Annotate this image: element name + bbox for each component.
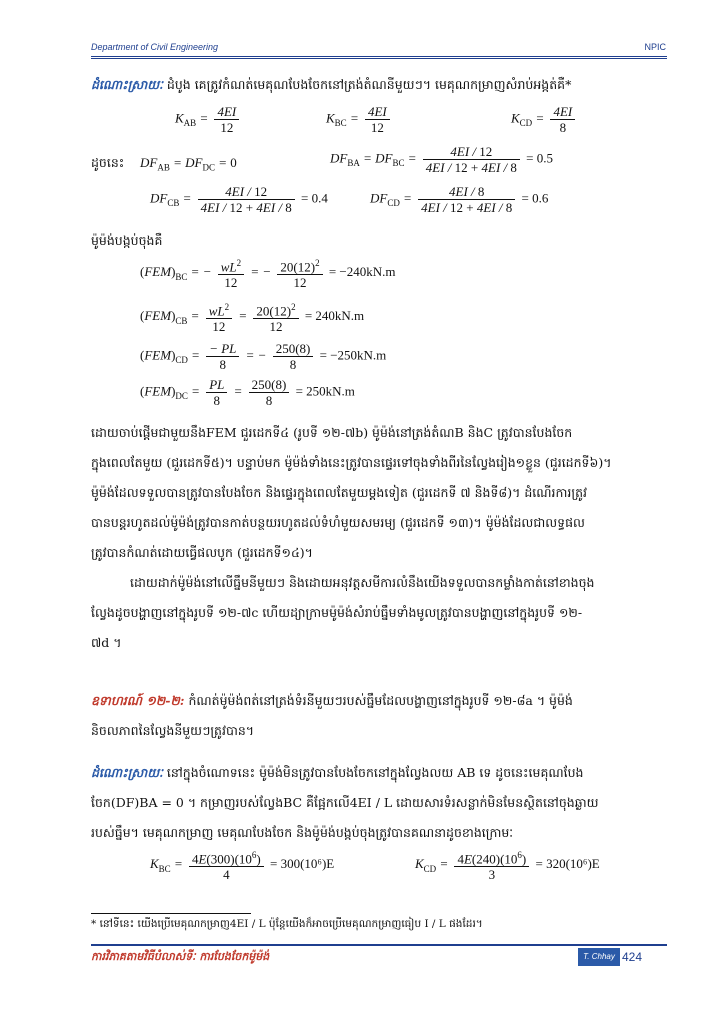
paragraph-1-line-4: បានបន្តរហូតដល់ម៉ូម៉ង់ត្រូវបានកាត់បន្ថយរហូតដល់ទំហំមួយសមរម្យ (ជួរដេកទី ១៣)។ ម៉ូម៉ង់ដែលជាលទ្ធផល [91, 515, 585, 530]
df-cd-result: = 0.6 [521, 190, 549, 206]
paragraph-2-line-1: ដោយដាក់ម៉ូម៉ង់នៅលើធ្នឹមនីមួយៗ និងដោយអនុវត្តសមីការលំនឹងយើងទទួលបានកម្លាំងកាត់នៅខាងចុង [130, 575, 595, 590]
paragraph-1-line-3: ម៉ូម៉ង់ដែលទទួលបានត្រូវបានបែងចែក និងផ្ទេរក្នុងពេលតែមួយម្ដងទៀត (ជួរដេកទី ៧ និងទី៨)។ ដំណើរការត្រូវ [91, 485, 587, 500]
paragraph-1-line-1: ដោយចាប់ផ្ដើមជាមួយនឹងFEM ជួរដេកទី៤ (រូបទី ១២-៧b) ម៉ូម៉ង់នៅត្រង់តំណB និងC ត្រូវបានបែងចែក [91, 425, 573, 440]
k-bc-stiffness-equation: $K_{BC}$ = $\frac{4E(300)(10^6)}{4}$ = 300(10⁶)E [150, 850, 335, 883]
example-heading: ឧទាហរណ៍ ១២-២: [91, 693, 185, 708]
solution-2-text-1: នៅក្នុងចំណោទនេះ ម៉ូម៉ង់មិនត្រូវបានបែងចែកនៅក្នុងល្វែងលយ AB ទេ ដូចនេះមេគុណបែង [166, 765, 584, 780]
paragraph-1-line-5: ត្រូវបានកំណត់ដោយធ្វើផលបូក (ជួរដេកទី១៤)។ [91, 545, 313, 560]
fem-cb-equation: $(FEM)_{CB}$ = $\frac{wL^2}{12}$ = $\frac{20(12)^2}{12}$ = 240kN.m [140, 302, 365, 335]
example-line-1 [91, 688, 671, 713]
header-institution: NPIC [644, 42, 666, 52]
fem-dc-equation: $(FEM)_{DC}$ = $\frac{PL}{8}$ = $\frac{250(8)}{8}$ = 250kN.m [140, 377, 355, 408]
footnote: * នៅទីនេះ យើងប្រើមេគុណកម្រាញ4EI / L ប៉ុន្តែយើងក៏អាចប្រើមេគុណកម្រាញធៀប I / L ផងដែរ។ [91, 918, 483, 930]
page-number: 424 [622, 950, 643, 964]
df-cb-equation: $DF_{CB}$ = $\frac{4EI / 12}{4EI / 12 + 4EI / 8}$ = 0.4 [150, 184, 328, 215]
solution-intro-text: ដំបូង គេត្រូវកំណត់មេគុណបែងចែកនៅត្រង់តំណនីមួយៗ។ មេគុណកម្រាញសំរាប់អង្កត់គឺ* [166, 77, 572, 92]
example-text-1: កំណត់ម៉ូម៉ង់ពត់នៅត្រង់ទំរនីមួយៗរបស់ធ្នឹមដែលបង្ហាញនៅក្នុងរូបទី ១២-៨a ។ ម៉ូម៉ង់ [188, 693, 573, 708]
solution-intro [91, 72, 671, 97]
solution-2-heading: ដំណោះស្រាយៈ [91, 765, 163, 780]
solution-2-line-3: របស់ធ្នឹម។ មេគុណកម្រាញ មេគុណបែងចែក និងម៉ូម៉ង់បង្កប់ចុងត្រូវបានគណនាដូចខាងក្រោមៈ [91, 825, 514, 840]
df-ab-dc-equation: $DF_{AB} = DF_{DC} = 0$ [140, 155, 237, 173]
k-bc-equation: $K_{BC}$ = $\frac{4EI}{12}$ [326, 104, 393, 135]
solution-heading: ដំណោះស្រាយៈ [91, 77, 163, 92]
fem-cd-result: = −250kN.m [319, 347, 387, 363]
solution-2-line-2: ចែក(DF)BA = 0 ។ កម្រាញរបស់ល្វែងBC គឺផ្អែកលើ4EI / L ដោយសារទំរសន្លាក់មិនមែនស្ថិតនៅចុងឆ្ងាយ [91, 795, 599, 810]
paragraph-2-line-3: ៧d ។ [91, 635, 122, 650]
fem-dc-result: = 250kN.m [295, 383, 355, 399]
footer-author: T. Chhay [578, 948, 620, 966]
fem-intro: ម៉ូម៉ង់បង្កប់ចុងគឺ [91, 233, 163, 248]
footer-title: ការវិភាគតាមវិធីបំលាស់ទីៈ ការបែងចែកម៉ូម៉ង់ [91, 950, 270, 963]
footer-divider [91, 944, 667, 946]
df-ba-bc-result: = 0.5 [526, 150, 553, 166]
paragraph-2-line-2: ល្វែងដូចបង្ហាញនៅក្នុងរូបទី ១២-៧c ហើយដ្យាក្រាមម៉ូម៉ង់សំរាប់ធ្នឹមទាំងមូលត្រូវបានបង្ហាញនៅក្នុងរូបទី ១២- [91, 605, 583, 620]
fem-cb-result: = 240kN.m [304, 308, 365, 324]
paragraph-1-line-2: ក្នុងពេលតែមួយ (ជួរដេកទី៥)។ បន្ទាប់មក ម៉ូម៉ង់ទាំងនេះត្រូវបានផ្ទេរទៅចុងទាំងពីរនៃល្វែងរៀង១ខ្លួន (ជួរដេកទី៦)។ [91, 455, 612, 470]
header-divider [91, 56, 667, 57]
fem-bc-result: = −240kN.m [328, 264, 396, 280]
therefore-label: ដូចនេះ [91, 155, 125, 170]
solution-2-line-1 [91, 760, 671, 785]
fem-bc-equation: $(FEM)_{BC}$ = − $\frac{wL^2}{12}$ = − $\frac{20(12)^2}{12}$ = −240kN.m [140, 258, 396, 291]
footnote-divider [91, 913, 251, 914]
header-department: Department of Civil Engineering [91, 42, 219, 52]
k-bc-stiffness-result: = 300(10⁶)E [270, 856, 335, 872]
df-cd-equation: $DF_{CD}$ = $\frac{4EI / 8}{4EI / 12 + 4EI / 8}$ = 0.6 [370, 184, 549, 215]
example-text-2: និចលភាពនៃល្វែងនីមួយៗត្រូវបាន។ [91, 723, 255, 738]
df-ba-bc-equation: $DF_{BA} = DF_{BC}$ = $\frac{4EI / 12}{4EI / 12 + 4EI / 8}$ = 0.5 [330, 144, 553, 175]
fem-cd-equation: $(FEM)_{CD}$ = $\frac{- PL}{8}$ = − $\frac{250(8)}{8}$ = −250kN.m [140, 341, 387, 372]
df-cb-result: = 0.4 [301, 190, 328, 206]
header-divider-2 [91, 58, 667, 59]
k-ab-equation: $K_{AB}$ = $\frac{4EI}{12}$ [175, 104, 242, 135]
k-cd-stiffness-equation: $K_{CD}$ = $\frac{4E(240)(10^6)}{3}$ = 320(10⁶)E [415, 850, 600, 883]
k-cd-equation: $K_{CD}$ = $\frac{4EI}{8}$ [511, 104, 578, 135]
k-cd-stiffness-result: = 320(10⁶)E [535, 856, 600, 872]
